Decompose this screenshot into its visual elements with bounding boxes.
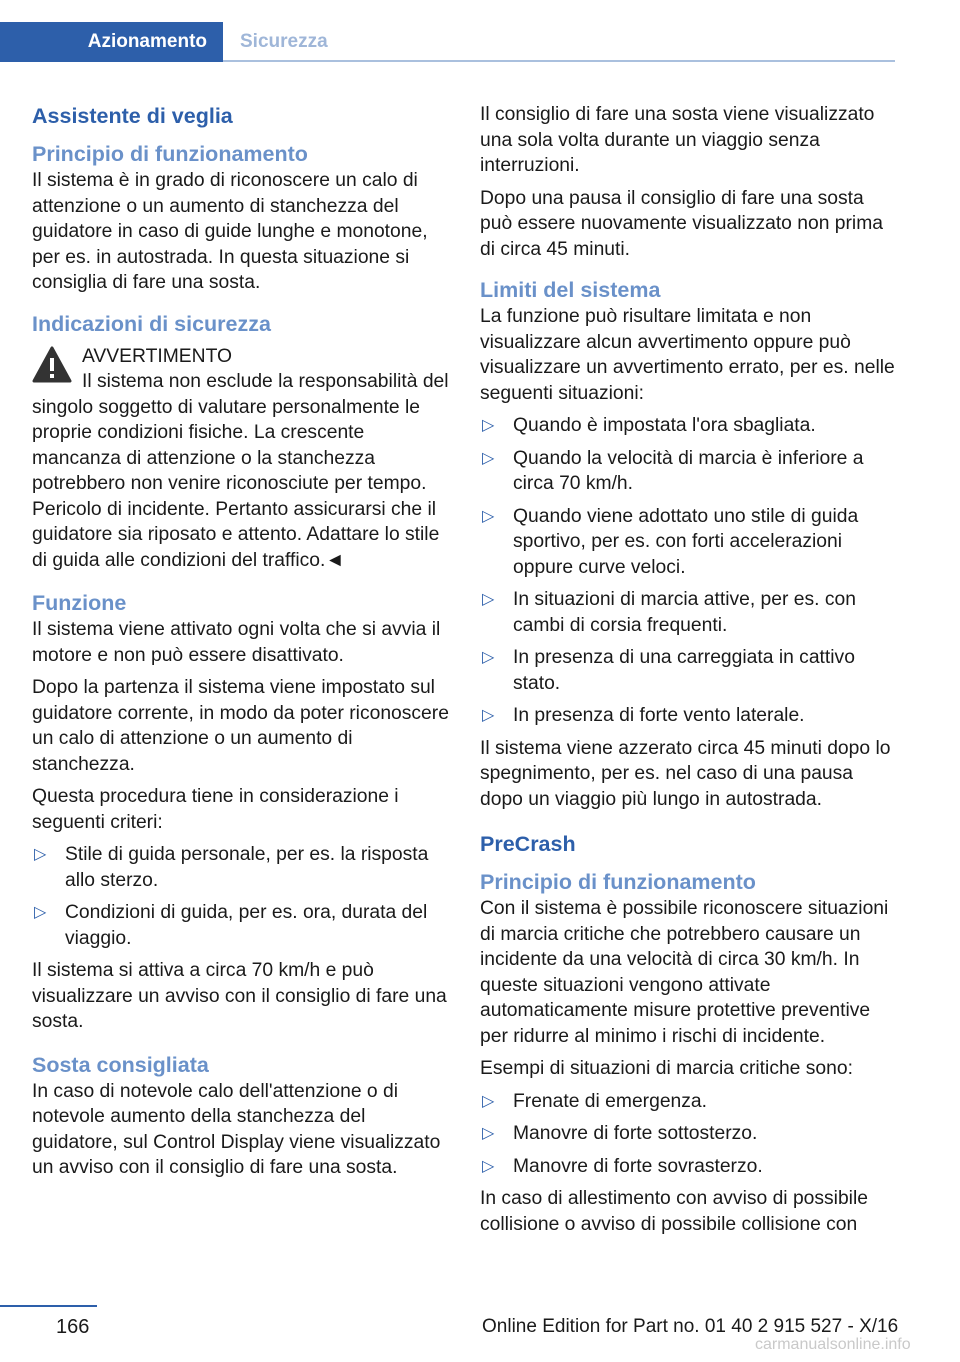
- tab-azionamento[interactable]: Azionamento: [0, 22, 223, 62]
- triangle-bullet-icon: ▷: [34, 846, 47, 863]
- list-item: ▷ Quando è impostata l'ora sbagliata.: [480, 413, 900, 439]
- paragraph-limiti-2: Il sistema viene azzerato circa 45 minuti dopo lo spegnimento, per es. nel caso di una pausa dopo un viaggio più lungo in autostrada.: [480, 737, 891, 810]
- paragraph-sosta: In caso di notevole calo dell'attenzione o di notevole aumento della stanchezza del guidatore, sul Control Display viene visualizzato un avviso con il consiglio di fare una sosta.: [32, 1080, 441, 1178]
- triangle-bullet-icon: ▷: [482, 1157, 495, 1175]
- heading-principio: Principio di funzionamento: [32, 142, 308, 166]
- heading-funzione: Funzione: [32, 591, 127, 615]
- list-item: ▷ Frenate di emergenza.: [480, 1089, 900, 1115]
- triangle-bullet-icon: ▷: [482, 649, 495, 666]
- watermark: carmanualsonline.info: [755, 1336, 911, 1353]
- triangle-bullet-icon: ▷: [34, 904, 47, 921]
- list-item: ▷ Stile di guida personale, per es. la risposta allo sterzo.: [34, 844, 429, 891]
- paragraph-funzione-4: Il sistema si attiva a circa 70 km/h e può visualizzare un avviso con il consiglio di fare una sosta.: [32, 960, 447, 1032]
- list-item: ▷ In presenza di una carreggiata in cattivo stato.: [482, 647, 855, 694]
- triangle-bullet-icon: ▷: [482, 417, 495, 434]
- criteri-list: [32, 842, 452, 951]
- tab-sicurezza[interactable]: Sicurezza: [240, 31, 328, 52]
- triangle-bullet-icon: ▷: [482, 449, 495, 467]
- list-item: ▷ Quando viene adottato uno stile di guida sportivo, per es. con forti accelerazioni oppure curve veloci.: [482, 505, 859, 578]
- list-item: ▷ Manovre di forte sottosterzo.: [480, 1121, 900, 1147]
- triangle-bullet-icon: ▷: [482, 1125, 495, 1142]
- left-column: [32, 98, 452, 1188]
- warning-title: AVVERTIMENTO: [82, 345, 232, 367]
- paragraph-sosta-3: Dopo una pausa il consiglio di fare una sosta può essere nuovamente visualizzato non prima di circa 45 minuti.: [480, 187, 883, 260]
- list-item: ▷ Condizioni di guida, per es. ora, durata del viaggio.: [34, 902, 428, 949]
- list-item: ▷ In situazioni di marcia attive, per es. con cambi di corsia frequenti.: [482, 589, 856, 636]
- list-item: ▷ In presenza di forte vento laterale.: [480, 703, 900, 729]
- triangle-bullet-icon: ▷: [482, 1092, 495, 1110]
- paragraph-sosta-2: Il consiglio di fare una sosta viene visualizzato una sola volta durante un viaggio senza interruzioni.: [480, 104, 875, 176]
- chapter-tabs: [0, 22, 895, 62]
- list-item: ▷ Quando la velocità di marcia è inferiore a circa 70 km/h.: [482, 447, 864, 494]
- paragraph-allestimento: In caso di allestimento con avviso di possibile collisione o avviso di possibile collisione con: [480, 1188, 868, 1235]
- right-column: [480, 102, 900, 1244]
- paragraph-principio: Il sistema è in grado di riconoscere un calo di attenzione o un aumento di stanchezza del guidatore in caso di guide lunghe e monotone, per es. in autostrada. In questa situazione si consiglia di fare una sosta.: [32, 170, 428, 293]
- section-title-precrash: PreCrash: [480, 832, 576, 856]
- footer-rule: [0, 1305, 97, 1307]
- heading-limiti: Limiti del sistema: [480, 278, 661, 302]
- paragraph-esempi: Esempi di situazioni di marcia critiche sono:: [480, 1058, 853, 1079]
- warning-triangle-icon: [32, 346, 72, 384]
- paragraph-funzione-1: Il sistema viene attivato ogni volta che si avvia il motore e non può essere disattivato.: [32, 619, 441, 666]
- heading-sosta: Sosta consigliata: [32, 1052, 209, 1077]
- triangle-bullet-icon: ▷: [482, 591, 495, 608]
- triangle-bullet-icon: ▷: [482, 507, 495, 525]
- heading-principio-precrash: Principio di funzionamento: [480, 870, 756, 894]
- paragraph-limiti: La funzione può risultare limitata e non visualizzare alcun avvertimento oppure può visualizzare un avvertimento errato, per es. nelle seguenti situazioni:: [480, 306, 895, 404]
- limiti-list: [480, 413, 900, 729]
- section-title-assistente: Assistente di veglia: [32, 104, 233, 128]
- triangle-bullet-icon: ▷: [482, 707, 495, 724]
- esempi-list: [480, 1089, 900, 1180]
- page-number: 166: [56, 1316, 90, 1338]
- paragraph-funzione-3: Questa procedura tiene in considerazione i seguenti criteri:: [32, 786, 399, 833]
- warning-block: [32, 344, 452, 574]
- tab-underline: [223, 60, 895, 62]
- edition-label: Online Edition for Part no. 01 40 2 915 527 - X/16: [482, 1316, 899, 1337]
- warning-text: Il sistema non esclude la responsabilità del singolo soggetto di valutare personalmente le proprie condizioni fisiche. La crescente mancanza di attenzione o la stanchezza potrebbero non venire riconosciute per tempo. Pericolo di incidente. Pertanto assicurarsi che il guidatore sia riposato e attento. Adattare lo stile di guida alle condizioni del traffico.◄: [32, 371, 449, 571]
- heading-sicurezza: Indicazioni di sicurezza: [32, 311, 271, 336]
- list-item: ▷ Manovre di forte sovrasterzo.: [480, 1154, 900, 1180]
- paragraph-funzione-2: Dopo la partenza il sistema viene impostato sul guidatore corrente, in modo da poter riconoscere un calo di attenzione o un aumento di stanchezza.: [32, 677, 449, 775]
- paragraph-precrash: Con il sistema è possibile riconoscere situazioni di marcia critiche che potrebbero causare un incidente da una velocità di circa 30 km/h. In queste situazioni vengono attivate automaticamente misure protettive preventive per ridurre al minimo i rischi di incidente.: [480, 898, 889, 1047]
